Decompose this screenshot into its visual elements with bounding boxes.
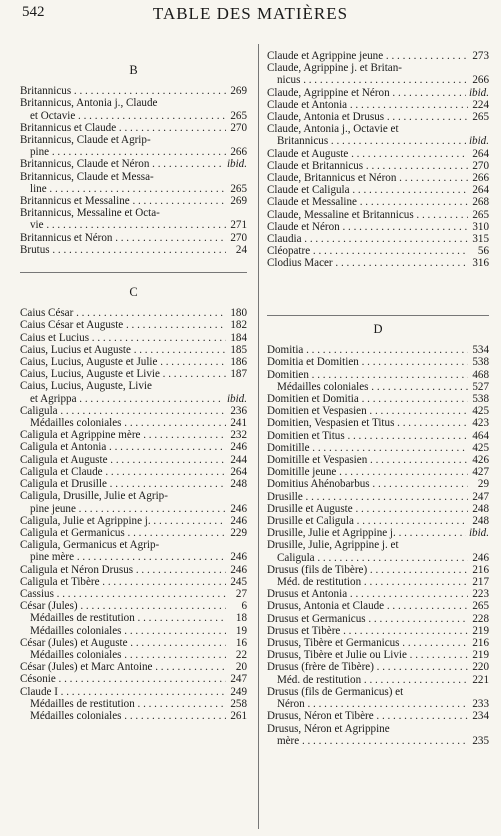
entry-page: 241 <box>230 417 247 430</box>
entry-title: Caius, Lucius et Auguste . . . <box>20 344 226 356</box>
entry-page: 246 <box>472 551 489 564</box>
index-entry <box>20 515 247 527</box>
entry-title: Britannicus . . . <box>20 85 226 97</box>
entry-title: Domitia et Domitien . . . <box>267 356 468 368</box>
index-entry <box>267 430 489 442</box>
entry-page: 427 <box>472 466 489 479</box>
entry-page: 217 <box>472 576 489 589</box>
entry-title: Caius, Lucius, Auguste et Julie . . . <box>20 356 226 368</box>
entry-title: Drusille et Auguste . . . <box>267 503 468 515</box>
entry-page: 224 <box>472 98 489 111</box>
entry-title: Caligula et Agrippine mère . . . <box>20 429 226 441</box>
index-entry <box>20 454 247 466</box>
index-entry <box>267 674 489 686</box>
index-entry <box>20 600 247 612</box>
index-entry <box>267 344 489 356</box>
index-entry <box>267 369 489 381</box>
entry-title: Domitille . . . <box>267 442 468 454</box>
entry-title: Claude, Antonia et Drusus . . . <box>267 111 468 123</box>
entry-title: Domitien et Vespasien . . . <box>267 405 468 417</box>
entry-title: Domitien et Domitia . . . <box>267 393 468 405</box>
entry-title: Caligula et Antonia . . . <box>20 441 226 453</box>
index-entry <box>267 148 489 160</box>
entry-title: Méd. de restitution . . . <box>277 576 468 588</box>
entry-page: 248 <box>472 502 489 515</box>
entry-title: Caius César et Auguste . . . <box>20 319 226 331</box>
entry-title: pine mère . . . <box>30 551 226 563</box>
right-column-sections <box>267 323 489 747</box>
entry-title: Drusus, Antonia et Claude . . . <box>267 600 468 612</box>
entry-title: Claude, Britannicus et Néron . . . <box>267 172 468 184</box>
entry-title: Brutus . . . <box>20 244 226 256</box>
index-entry <box>20 576 247 588</box>
index-entry-line: Britannicus, Messaline et Octa- <box>20 207 160 220</box>
entry-title: Drusus (fils de Tibère) . . . <box>267 564 468 576</box>
index-entry <box>20 588 247 600</box>
entry-page: 264 <box>472 184 489 197</box>
entry-page: 219 <box>472 624 489 637</box>
index-entry <box>20 122 247 134</box>
section-divider <box>267 315 489 316</box>
entry-page: 538 <box>472 356 489 369</box>
index-entry <box>267 74 489 86</box>
index-entry <box>20 110 247 122</box>
entry-page: 315 <box>472 233 489 246</box>
entry-title: vie . . . <box>30 219 226 231</box>
index-entry-line: Britannicus, Antonia j., Claude <box>20 97 158 110</box>
entry-page: 236 <box>230 404 247 417</box>
entry-title: Caligula, Julie et Agrippine j. . . . <box>20 515 226 527</box>
index-entry <box>267 172 489 184</box>
index-entry-line: Caligula, Germanicus et Agrip- <box>20 539 160 552</box>
index-entry <box>267 625 489 637</box>
entry-title: pine jeune . . . <box>30 503 226 515</box>
entry-page: 258 <box>230 697 247 710</box>
index-entry <box>20 417 247 429</box>
entry-page: 246 <box>230 502 247 515</box>
entry-title: Médailles coloniales . . . <box>277 381 468 393</box>
index-entry <box>267 393 489 405</box>
entry-page: ibid. <box>468 86 489 99</box>
entry-page: 247 <box>472 490 489 503</box>
index-entry <box>20 441 247 453</box>
index-entry-line: Drusus (fils de Germanicus) et <box>267 685 404 698</box>
entry-page: 246 <box>230 563 247 576</box>
index-entry <box>267 454 489 466</box>
entry-page: 246 <box>230 514 247 527</box>
entry-page: 270 <box>230 121 247 134</box>
entry-title: Drusus et Germanicus . . . <box>267 613 468 625</box>
entry-title: Claude, Agrippine et Néron . . . <box>267 87 466 99</box>
entry-page: 265 <box>230 182 247 195</box>
entry-title: Domitien, Vespasien et Titus . . . <box>267 417 468 429</box>
entry-title: Drusille . . . <box>267 491 468 503</box>
entry-page: 20 <box>235 661 247 674</box>
entry-title: Caligula et Tibère . . . <box>20 576 226 588</box>
entry-page: 216 <box>472 563 489 576</box>
entry-title: Cléopatre . . . <box>267 245 468 257</box>
entry-title: Drusus et Antonia . . . <box>267 588 468 600</box>
entry-page: 229 <box>230 526 247 539</box>
entry-title: César (Jules) et Marc Antoine . . . <box>20 661 226 673</box>
entry-title: Caligula . . . <box>277 552 468 564</box>
index-entry-line: Drusus, Néron et Agrippine <box>267 722 390 735</box>
index-entry <box>20 307 247 319</box>
entry-page: 269 <box>230 85 247 98</box>
index-entry <box>267 233 489 245</box>
section-letter: B <box>129 63 138 77</box>
entry-page: 261 <box>230 709 247 722</box>
index-entry <box>267 564 489 576</box>
index-entry-line: Britannicus, Claude et Messa- <box>20 170 154 183</box>
index-entry <box>267 466 489 478</box>
entry-page: 246 <box>230 551 247 564</box>
entry-title: Médailles coloniales . . . <box>30 649 226 661</box>
column-rule <box>258 44 259 829</box>
entry-page: 266 <box>472 172 489 185</box>
entry-title: Médailles coloniales . . . <box>30 417 226 429</box>
index-entry <box>267 698 489 710</box>
entry-page: 235 <box>472 734 489 747</box>
index-entry <box>267 735 489 747</box>
entry-page: ibid. <box>226 158 247 171</box>
index-entry <box>20 503 247 515</box>
index-entry <box>20 551 247 563</box>
entry-page: 426 <box>472 454 489 467</box>
index-entry <box>267 442 489 454</box>
index-entry <box>20 232 247 244</box>
entry-page: 248 <box>472 515 489 528</box>
index-entry <box>20 332 247 344</box>
entry-page: 27 <box>235 587 247 600</box>
entry-page: 265 <box>472 208 489 221</box>
entry-page: 246 <box>230 441 247 454</box>
entry-title: Claude et Caligula . . . <box>267 184 468 196</box>
entry-page: 22 <box>235 648 247 661</box>
entry-page: 270 <box>472 159 489 172</box>
index-entry <box>267 221 489 233</box>
entry-title: Médailles coloniales . . . <box>30 625 226 637</box>
index-entry <box>267 613 489 625</box>
index-entry <box>267 99 489 111</box>
index-entry <box>20 686 247 698</box>
entry-page: 534 <box>472 344 489 357</box>
index-entry <box>267 87 489 99</box>
entry-title: Médailles de restitution . . . <box>30 698 226 710</box>
entry-page: 310 <box>472 220 489 233</box>
entry-page: 185 <box>230 343 247 356</box>
entry-title: Claude, Messaline et Britannicus . . . <box>267 209 468 221</box>
entry-page: 221 <box>472 673 489 686</box>
index-entry <box>267 661 489 673</box>
index-entry <box>20 219 247 231</box>
index-entry <box>20 564 247 576</box>
entry-page: 265 <box>472 111 489 124</box>
entry-page: 244 <box>230 453 247 466</box>
entry-page: 271 <box>230 219 247 232</box>
index-entry <box>267 588 489 600</box>
entry-page: 247 <box>230 673 247 686</box>
entry-page: 232 <box>230 429 247 442</box>
entry-page: 316 <box>472 257 489 270</box>
entry-title: Caligula et Claude . . . <box>20 466 226 478</box>
index-entry <box>267 405 489 417</box>
index-entry <box>267 381 489 393</box>
entry-title: Caius César . . . <box>20 307 226 319</box>
entry-title: Claude et Britannicus . . . <box>267 160 468 172</box>
entry-page: ibid. <box>468 527 489 540</box>
index-entry <box>267 710 489 722</box>
left-column <box>20 64 247 722</box>
index-entry <box>267 245 489 257</box>
entry-page: 219 <box>472 649 489 662</box>
entry-title: Drusus et Tibère . . . <box>267 625 468 637</box>
index-entry-line: Drusille, Julie, Agrippine j. et <box>267 539 399 552</box>
entry-title: Caligula et Néron Drusus . . . <box>20 564 226 576</box>
page-number: 542 <box>22 4 45 20</box>
index-entry <box>20 344 247 356</box>
index-entry <box>20 393 247 405</box>
entry-page: 220 <box>472 661 489 674</box>
index-entry <box>20 356 247 368</box>
entry-page: 223 <box>472 588 489 601</box>
entry-title: pine . . . <box>30 146 226 158</box>
index-entry <box>267 209 489 221</box>
entry-title: Claude et Agrippine jeune . . . <box>267 50 468 62</box>
entry-title: Caligula et Drusille . . . <box>20 478 226 490</box>
index-entry <box>20 673 247 685</box>
entry-title: Drusus, Néron et Tibère . . . <box>267 710 468 722</box>
entry-title: Domitille et Vespasien . . . <box>267 454 468 466</box>
entry-page: 180 <box>230 307 247 320</box>
entry-title: Claude et Antonia . . . <box>267 99 468 111</box>
page-title: TABLE DES MATIÈRES <box>152 4 349 23</box>
entry-page: 527 <box>472 380 489 393</box>
entry-title: Claudia . . . <box>267 233 468 245</box>
entry-title: Caius, Lucius, Auguste et Livie . . . <box>20 368 226 380</box>
entry-page: 270 <box>230 231 247 244</box>
index-entry <box>20 368 247 380</box>
entry-title: Caius et Lucius . . . <box>20 332 226 344</box>
entry-title: Domitille jeune . . . <box>267 466 468 478</box>
entry-title: Claude I . . . <box>20 686 226 698</box>
entry-title: Drusus (frère de Tibère) . . . <box>267 661 468 673</box>
entry-page: 228 <box>472 612 489 625</box>
entry-page: 29 <box>477 478 489 491</box>
index-entry <box>267 576 489 588</box>
entry-title: Caligula . . . <box>20 405 226 417</box>
entry-page: 24 <box>235 243 247 256</box>
index-entry <box>267 637 489 649</box>
entry-title: mère . . . <box>277 735 468 747</box>
entry-page: 182 <box>230 319 247 332</box>
index-entry <box>20 637 247 649</box>
index-entry <box>20 146 247 158</box>
entry-title: Drusus, Tibère et Julie ou Livie . . . <box>267 649 468 661</box>
index-entry <box>20 710 247 722</box>
entry-page: 464 <box>472 429 489 442</box>
entry-title: Drusille et Caligula . . . <box>267 515 468 527</box>
entry-page: 16 <box>235 636 247 649</box>
entry-title: Néron . . . <box>277 698 468 710</box>
entry-page: 6 <box>241 600 247 613</box>
entry-title: Claude et Auguste . . . <box>267 148 468 160</box>
entry-page: 245 <box>230 575 247 588</box>
index-entry <box>20 625 247 637</box>
entry-title: Claude et Néron . . . <box>267 221 468 233</box>
entry-title: Britannicus, Claude et Néron . . . <box>20 158 224 170</box>
index-entry <box>267 552 489 564</box>
entry-title: Claude et Messaline . . . <box>267 196 468 208</box>
index-entry-line: Claude, Agrippine j. et Britan- <box>267 62 402 75</box>
index-entry <box>20 319 247 331</box>
entry-title: Drusille, Julie et Agrippine j. . . . <box>267 527 466 539</box>
entry-title: Domitien . . . <box>267 369 468 381</box>
entry-title: Britannicus et Néron . . . <box>20 232 226 244</box>
entry-page: 186 <box>230 356 247 369</box>
index-entry <box>20 466 247 478</box>
entry-title: Césonie . . . <box>20 673 226 685</box>
index-entry <box>267 491 489 503</box>
entry-title: nicus . . . <box>277 74 468 86</box>
section-letter: C <box>129 285 138 300</box>
index-entry <box>267 135 489 147</box>
entry-page: 249 <box>230 685 247 698</box>
entry-page: 248 <box>230 478 247 491</box>
entry-page: 538 <box>472 393 489 406</box>
index-entry <box>267 417 489 429</box>
entry-page: 264 <box>230 465 247 478</box>
index-entry <box>20 478 247 490</box>
section-letter: D <box>373 322 383 336</box>
entry-title: Britannicus et Messaline . . . <box>20 195 226 207</box>
entry-title: et Agrippa . . . <box>30 393 224 405</box>
entry-page: 216 <box>472 637 489 650</box>
entry-title: et Octavie . . . <box>30 110 226 122</box>
index-entry <box>20 158 247 170</box>
entry-page: 56 <box>477 245 489 258</box>
entry-page: 425 <box>472 441 489 454</box>
entry-title: line . . . <box>30 183 226 195</box>
right-column-top <box>267 50 489 270</box>
entry-title: Britannicus et Claude . . . <box>20 122 226 134</box>
index-entry <box>267 257 489 269</box>
entry-title: Médailles de restitution . . . <box>30 612 226 624</box>
entry-page: 18 <box>235 612 247 625</box>
index-entry <box>20 527 247 539</box>
entry-page: ibid. <box>468 135 489 148</box>
index-entry <box>267 50 489 62</box>
entry-page: 233 <box>472 698 489 711</box>
entry-title: Britannicus . . . <box>277 135 466 147</box>
index-entry-line: Caius, Lucius, Auguste, Livie <box>20 380 152 393</box>
entry-title: Caligula et Auguste . . . <box>20 454 226 466</box>
entry-title: Domitien et Titus . . . <box>267 430 468 442</box>
entry-title: Cassius . . . <box>20 588 226 600</box>
index-entry <box>267 196 489 208</box>
index-entry-line: Caligula, Drusille, Julie et Agrip- <box>20 490 168 503</box>
index-entry <box>20 244 247 256</box>
index-entry <box>267 111 489 123</box>
entry-title: Drusus, Tibère et Germanicus . . . <box>267 637 468 649</box>
index-entry <box>20 612 247 624</box>
entry-title: César (Jules) et Auguste . . . <box>20 637 226 649</box>
index-entry <box>267 503 489 515</box>
entry-page: 265 <box>230 109 247 122</box>
entry-page: 266 <box>472 74 489 87</box>
entry-page: 268 <box>472 196 489 209</box>
entry-title: Clodius Macer . . . <box>267 257 468 269</box>
entry-page: 423 <box>472 417 489 430</box>
entry-page: 269 <box>230 195 247 208</box>
entry-title: César (Jules) . . . <box>20 600 226 612</box>
index-entry <box>267 600 489 612</box>
index-entry <box>267 527 489 539</box>
entry-page: 425 <box>472 405 489 418</box>
index-entry-line: Claude, Antonia j., Octavie et <box>267 123 399 136</box>
entry-page: 265 <box>472 600 489 613</box>
entry-page: ibid. <box>226 392 247 405</box>
index-entry-line: Britannicus, Claude et Agrip- <box>20 134 151 147</box>
entry-title: Médailles coloniales . . . <box>30 710 226 722</box>
index-entry <box>267 184 489 196</box>
entry-page: 468 <box>472 368 489 381</box>
index-entry <box>20 661 247 673</box>
entry-page: 187 <box>230 368 247 381</box>
entry-title: Méd. de restitution . . . <box>277 674 468 686</box>
entry-page: 264 <box>472 147 489 160</box>
index-entry <box>20 429 247 441</box>
index-entry <box>20 183 247 195</box>
entry-page: 266 <box>230 146 247 159</box>
entry-page: 234 <box>472 710 489 723</box>
index-entry <box>20 649 247 661</box>
index-entry <box>20 698 247 710</box>
index-entry <box>20 195 247 207</box>
index-entry <box>267 356 489 368</box>
entry-title: Domitius Ahénobarbus . . . <box>267 478 468 490</box>
entry-page: 184 <box>230 331 247 344</box>
index-entry <box>20 85 247 97</box>
entry-page: 19 <box>235 624 247 637</box>
index-entry <box>267 515 489 527</box>
index-entry <box>20 405 247 417</box>
entry-page: 273 <box>472 50 489 62</box>
index-entry <box>267 160 489 172</box>
index-entry <box>267 478 489 490</box>
index-entry <box>267 649 489 661</box>
entry-title: Caligula et Germanicus . . . <box>20 527 226 539</box>
entry-title: Domitia . . . <box>267 344 468 356</box>
